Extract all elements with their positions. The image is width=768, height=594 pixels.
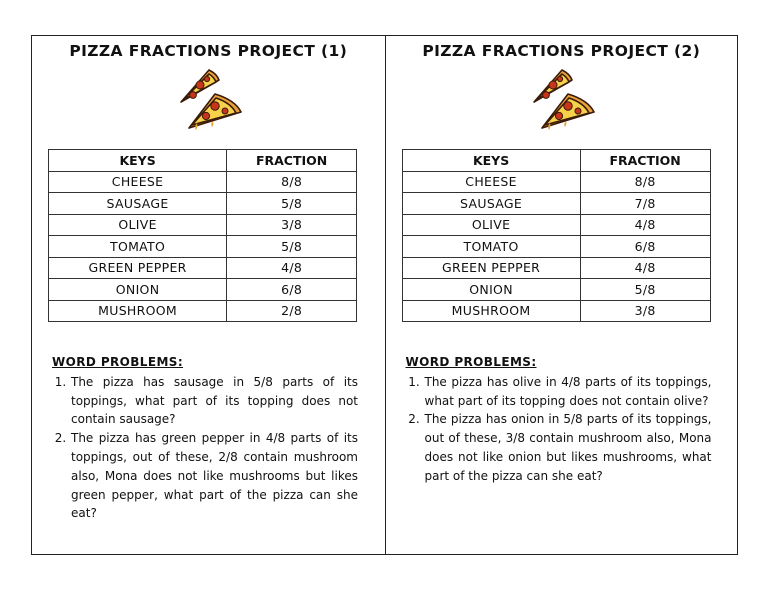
word-problems-heading: WORD PROBLEMS:	[405, 355, 537, 369]
fraction-cell: 3/8	[580, 300, 710, 322]
table-row	[402, 236, 710, 258]
worksheet	[31, 35, 738, 555]
key-cell: CHEESE	[49, 171, 227, 193]
fraction-cell: 5/8	[227, 193, 357, 215]
table-row	[49, 193, 357, 215]
word-problems-heading: WORD PROBLEMS:	[52, 355, 184, 369]
table-row	[49, 236, 357, 258]
word-problems-list	[52, 373, 358, 523]
word-problems	[406, 353, 712, 486]
key-cell: OLIVE	[402, 214, 580, 236]
keys-header: KEYS	[49, 150, 227, 172]
project-panel-2	[385, 36, 738, 554]
word-problems-list	[406, 373, 712, 486]
table-header-row	[49, 150, 357, 172]
table-row	[402, 300, 710, 322]
pizza-slices-icon	[526, 66, 596, 132]
key-cell: CHEESE	[402, 171, 580, 193]
table-row	[402, 171, 710, 193]
project-panel-1	[32, 36, 385, 554]
fraction-cell: 4/8	[580, 257, 710, 279]
word-problem: 1. The pizza has olive in 4/8 parts of its toppings, what part of its topping does not contain olive?	[424, 373, 712, 411]
pizza-slices-icon	[173, 66, 243, 132]
key-cell: GREEN PEPPER	[402, 257, 580, 279]
key-cell: SAUSAGE	[49, 193, 227, 215]
fraction-cell: 4/8	[580, 214, 710, 236]
fraction-header: FRACTION	[580, 150, 710, 172]
table-row	[49, 279, 357, 301]
table-row	[49, 171, 357, 193]
fraction-cell: 3/8	[227, 214, 357, 236]
fraction-cell: 7/8	[580, 193, 710, 215]
fraction-cell: 5/8	[580, 279, 710, 301]
key-cell: SAUSAGE	[402, 193, 580, 215]
table-row	[402, 193, 710, 215]
project-title: PIZZA FRACTIONS PROJECT (2)	[422, 42, 701, 60]
table-row	[402, 214, 710, 236]
fractions-table	[48, 149, 357, 322]
key-cell: TOMATO	[402, 236, 580, 258]
keys-header: KEYS	[402, 150, 580, 172]
pizza-illustration	[386, 66, 738, 134]
table-row	[49, 214, 357, 236]
key-cell: TOMATO	[49, 236, 227, 258]
table-row	[402, 279, 710, 301]
pizza-illustration	[32, 66, 385, 134]
fraction-cell: 4/8	[227, 257, 357, 279]
key-cell: OLIVE	[49, 214, 227, 236]
fraction-header: FRACTION	[227, 150, 357, 172]
key-cell: ONION	[49, 279, 227, 301]
table-row	[402, 257, 710, 279]
word-problem: 2. The pizza has green pepper in 4/8 parts of its toppings, out of these, 2/8 contain mushroom also, Mona does not like mushrooms but likes green pepper, what part of the pizza can she eat?	[70, 429, 358, 523]
table-row	[49, 257, 357, 279]
fraction-cell: 6/8	[580, 236, 710, 258]
table-row	[49, 300, 357, 322]
fraction-cell: 2/8	[227, 300, 357, 322]
key-cell: MUSHROOM	[49, 300, 227, 322]
fraction-cell: 5/8	[227, 236, 357, 258]
project-title: PIZZA FRACTIONS PROJECT (1)	[69, 42, 348, 60]
fraction-cell: 6/8	[227, 279, 357, 301]
word-problems	[52, 353, 358, 523]
table-header-row	[402, 150, 710, 172]
fractions-table	[402, 149, 711, 322]
key-cell: ONION	[402, 279, 580, 301]
fraction-cell: 8/8	[580, 171, 710, 193]
word-problem: 1. The pizza has sausage in 5/8 parts of its toppings, what part of its topping does not contain sausage?	[70, 373, 358, 429]
key-cell: MUSHROOM	[402, 300, 580, 322]
word-problem: 2. The pizza has onion in 5/8 parts of its toppings, out of these, 3/8 contain mushroom also, Mona does not like onion but likes mushrooms, what part of the pizza can she eat?	[424, 410, 712, 485]
fraction-cell: 8/8	[227, 171, 357, 193]
key-cell: GREEN PEPPER	[49, 257, 227, 279]
